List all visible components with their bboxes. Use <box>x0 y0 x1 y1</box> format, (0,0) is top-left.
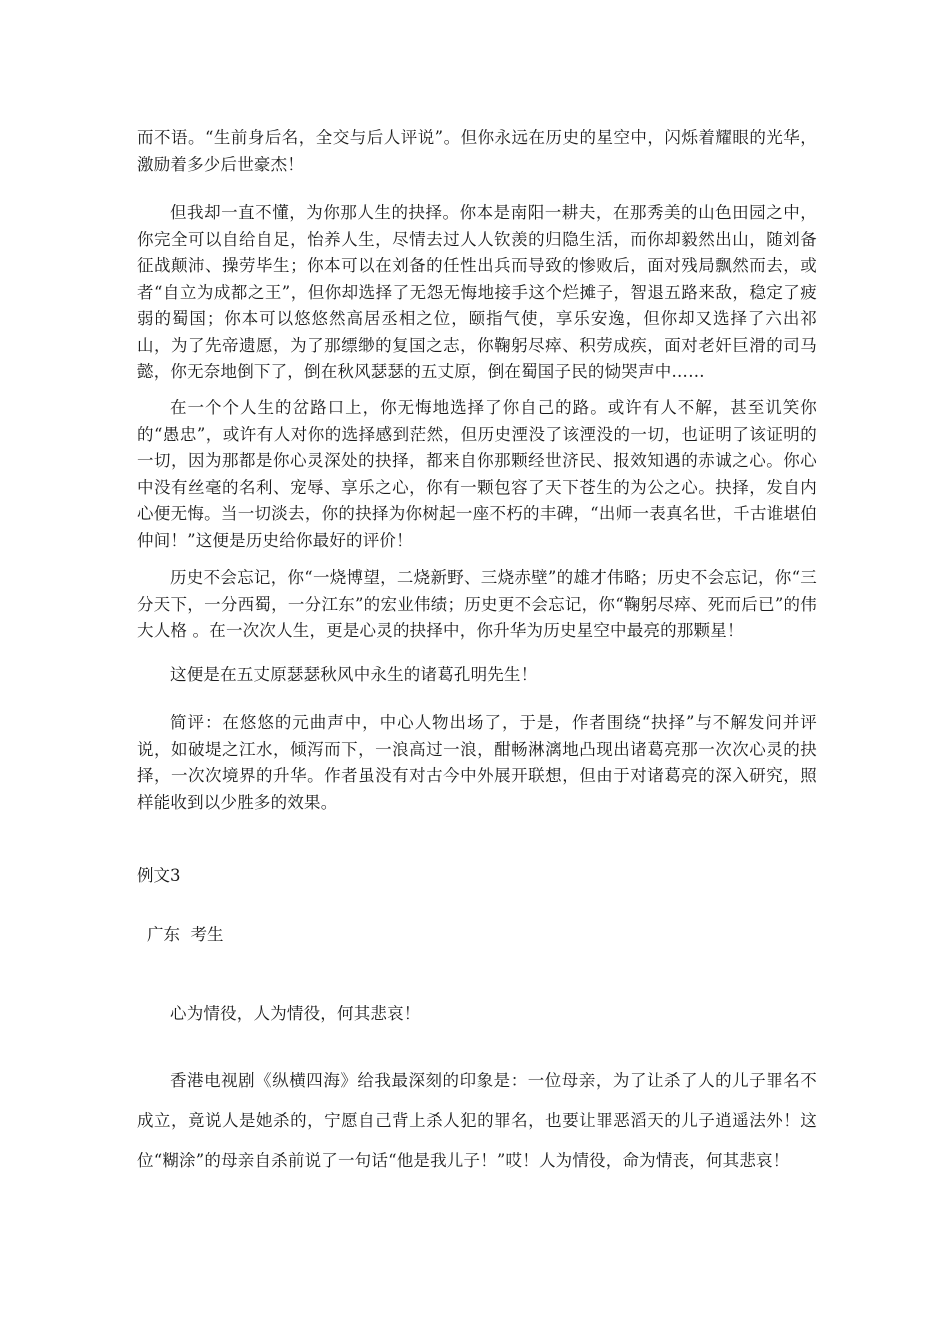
paragraph-commentary: 简评：在悠悠的元曲声中，中心人物出场了，于是，作者围绕“抉择”与不解发问并评说，如破堤之江水，倾泻而下，一浪高过一浪，酣畅淋漓地凸现出诸葛亮那一次次心灵的抉择，一次次境界的升华。作者虽没有对古今中外展开联想，但由于对诸葛亮的深入研究，照样能收到以少胜多的效果。 <box>137 713 817 812</box>
example-label: 例文3 <box>137 866 181 885</box>
example-author: 广东 考生 <box>147 925 224 944</box>
example-opening-line: 心为情役，人为情役，何其悲哀！ <box>170 1004 421 1023</box>
paragraph-conclusion: 这便是在五丈原瑟瑟秋风中永生的诸葛孔明先生！ <box>170 665 538 684</box>
paragraph-crossroads: 在一个个人生的岔路口上，你无悔地选择了你自己的路。或许有人不解，甚至讥笑你的“愚忠”，或许有人对你的选择感到茫然，但历史湮没了该湮没的一切，也证明了该证明的一切，因为那都是你心灵深处的抉择，都来自你那颗经世济民、报效知遇的赤诚之心。你心中没有丝毫的名利、宠辱、享乐之心，你有一颗包容了天下苍生的为公之心。抉择，发自内心便无悔。当一切淡去，你的抉择为你树起一座不朽的丰碑，“出师一表真名世，千古谁堪伯仲间！”这便是历史给你最好的评价！ <box>137 398 817 550</box>
paragraph-history: 历史不会忘记，你“一烧博望，二烧新野、三烧赤壁”的雄才伟略；历史不会忘记，你“三分天下，一分西蜀，一分江东”的宏业伟绩；历史更不会忘记，你“鞠躬尽瘁、死而后已”的伟大人格 。在一次次人生，更是心灵的抉择中，你升华为历史星空中最亮的那颗星！ <box>137 568 817 640</box>
paragraph-intro: 而不语。“生前身后名，全交与后人评说”。但你永远在历史的星空中，闪烁着耀眼的光华，激励着多少后世豪杰！ <box>137 128 817 174</box>
example-paragraph: 香港电视剧《纵横四海》给我最深刻的印象是：一位母亲，为了让杀了人的儿子罪名不成立，竟说人是她杀的，宁愿自己背上杀人犯的罪名，也要让罪恶滔天的儿子逍遥法外！这位“糊涂”的母亲自杀前说了一句话“他是我儿子！”哎！人为情役，命为情丧，何其悲哀！ <box>137 1071 817 1170</box>
paragraph-choice: 但我却一直不懂，为你那人生的抉择。你本是南阳一耕夫，在那秀美的山色田园之中，你完全可以自给自足，怡养人生，尽情去过人人钦羡的归隐生活，而你却毅然出山，随刘备征战颠沛、操劳毕生；你本可以在刘备的任性出兵而导致的惨败后，面对残局飘然而去，或者“自立为成都之王”，但你却选择了无怨无悔地接手这个烂摊子，智退五路来敌，稳定了疲弱的蜀国；你本可以悠悠然高居丞相之位，颐指气使，享乐安逸，但你却又选择了六出祁山，为了先帝遗愿，为了那缥缈的复国之志，你鞠躬尽瘁、积劳成疾，面对老奸巨滑的司马懿，你无奈地倒下了，倒在秋风瑟瑟的五丈原，倒在蜀国子民的恸哭声中…… <box>137 203 817 381</box>
